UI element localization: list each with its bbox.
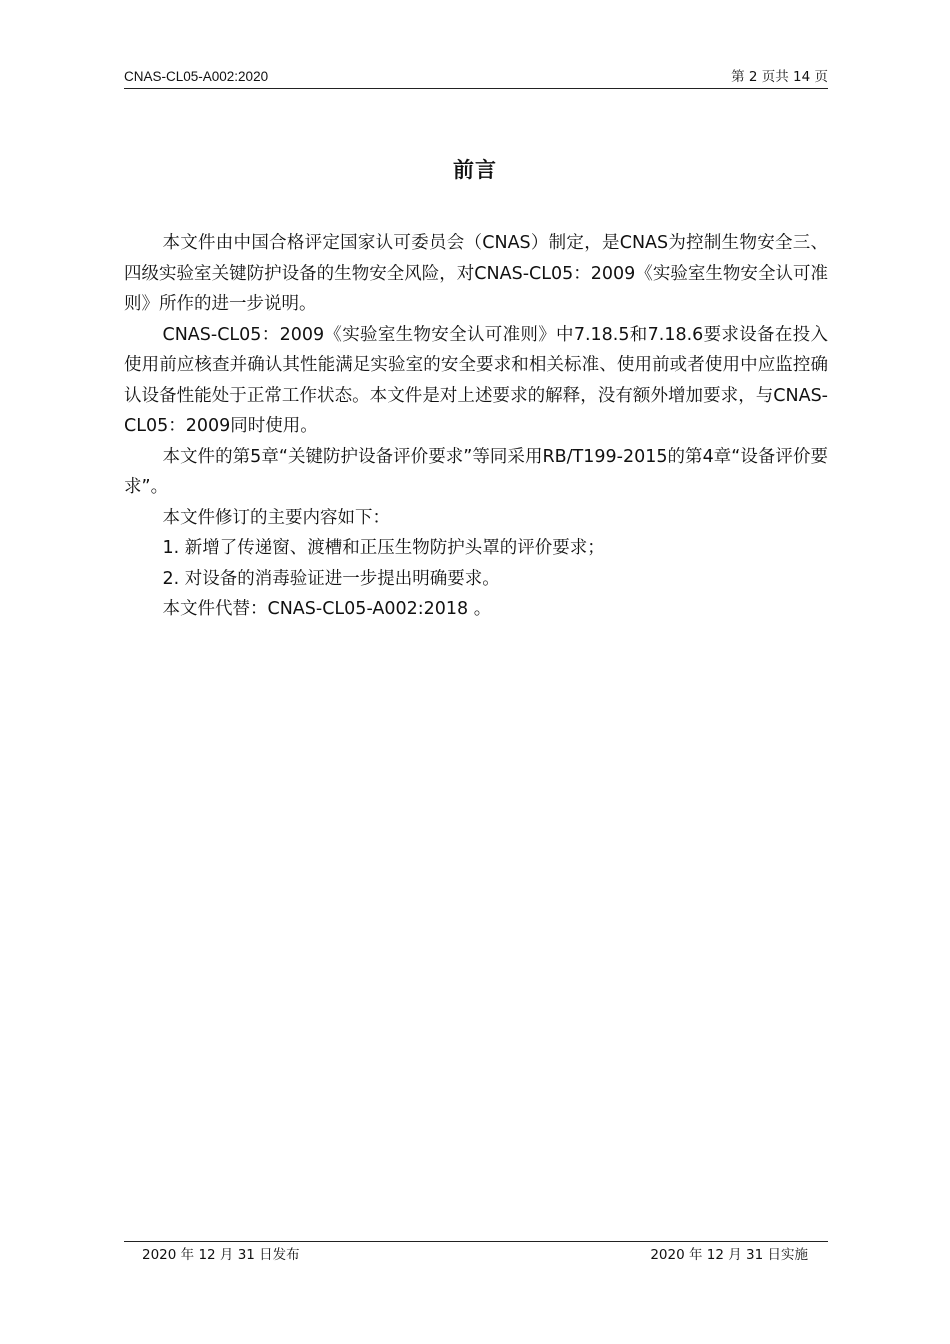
list-item: 2. 对设备的消毒验证进一步提出明确要求。 [162,568,500,589]
paragraph-revision-heading: 本文件修订的主要内容如下： [162,507,390,528]
page-header [124,68,828,89]
page-title: 前言 [453,158,497,182]
paragraph-chapter5: 本文件的第5章“关键防护设备评价要求”等同采用RB/T199-2015的第4章“设备评价要求”。 [124,446,828,497]
implementation-date: 2020 年 12 月 31 日实施 [650,1247,808,1263]
paragraph-replaces: 本文件代替：CNAS-CL05-A002:2018 。 [162,599,492,619]
page-number: 第 2 页共 14 页 [731,69,828,85]
paragraph-intro: 本文件由中国合格评定国家认可委员会（CNAS）制定，是CNAS为控制生物安全三、四级实验室关键防护设备的生物安全风险，对CNAS-CL05：2009《实验室生物安全认可准则》所作的进一步说明。 [124,233,828,314]
list-item: 1. 新增了传递窗、渡槽和正压生物防护头罩的评价要求； [162,538,605,558]
document-code: CNAS-CL05-A002:2020 [124,69,269,84]
preface-body [124,228,828,625]
paragraph-requirements: CNAS-CL05：2009《实验室生物安全认可准则》中7.18.5和7.18.6要求设备在投入使用前应核查并确认其性能满足实验室的安全要求和相关标准、使用前或者使用中应监控确认设备性能处于正常工作状态。本文件是对上述要求的解释，没有额外增加要求，与CNAS-CL05：2009同时使用。 [124,324,828,436]
issue-date: 2020 年 12 月 31 日发布 [142,1247,300,1263]
page-footer [124,1241,828,1266]
